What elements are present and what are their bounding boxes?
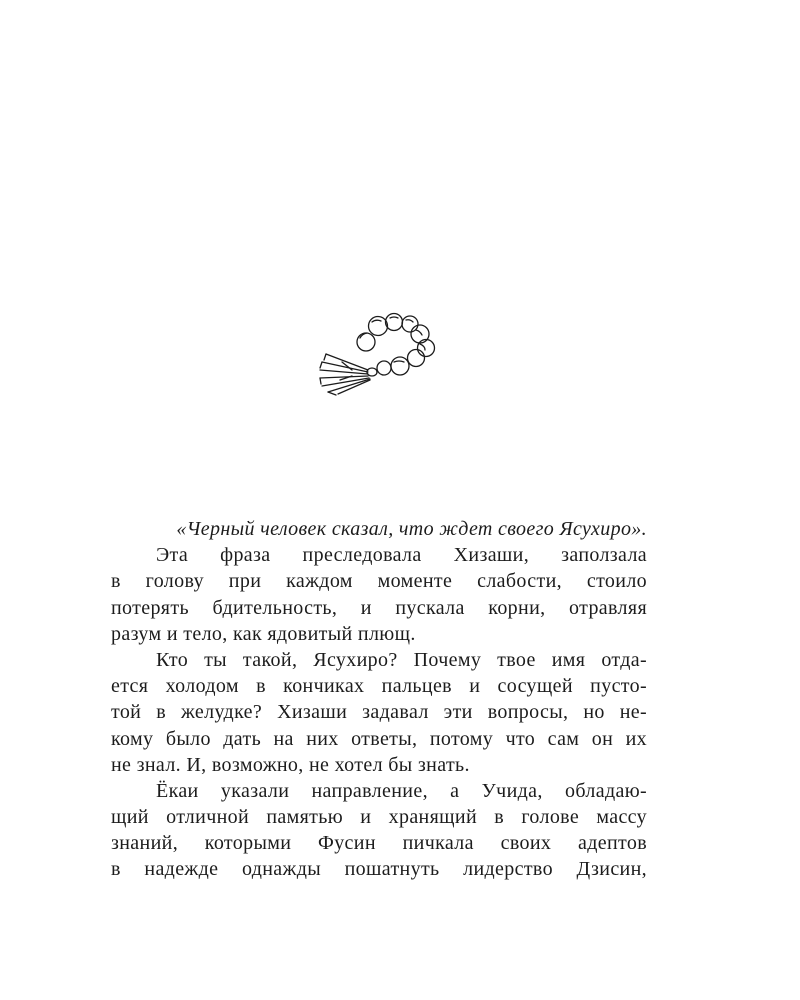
paragraph bbox=[111, 647, 647, 778]
text-line: в надежде однажды пошатнуть лидерство Дзисин, bbox=[111, 858, 647, 881]
text-line: кому было дать на них ответы, потому что сам он их bbox=[111, 727, 647, 750]
text-line: той в желудке? Хизаши задавал эти вопросы, но не- bbox=[111, 701, 647, 724]
paragraph bbox=[111, 542, 647, 647]
body-text bbox=[111, 516, 647, 883]
text-line: разум и тело, как ядовитый плющ. bbox=[111, 622, 416, 645]
text-line: щий отличной памятью и хранящий в голове массу bbox=[111, 806, 647, 829]
text-line: Кто ты такой, Ясухиро? Почему твое имя отда- bbox=[156, 648, 647, 671]
paragraph bbox=[111, 778, 647, 883]
text-line: «Черный человек сказал, что ждет своего Ясухиро». bbox=[176, 518, 647, 540]
text-line: Эта фраза преследовала Хизаши, заползала bbox=[156, 544, 647, 567]
text-line: Ёкаи указали направление, а Учида, обладаю- bbox=[156, 779, 647, 802]
epigraph-paragraph bbox=[111, 516, 647, 542]
text-line: знаний, которыми Фусин пичкала своих адептов bbox=[111, 832, 647, 855]
text-line: потерять бдительность, и пускала корни, отравляя bbox=[111, 596, 647, 619]
text-line: в голову при каждом моменте слабости, стоило bbox=[111, 570, 647, 593]
beaded-bracelet-with-tassel-icon bbox=[312, 300, 452, 400]
text-line: ется холодом в кончиках пальцев и сосущей пусто- bbox=[111, 675, 647, 698]
text-line: не знал. И, возможно, не хотел бы знать. bbox=[111, 753, 470, 776]
